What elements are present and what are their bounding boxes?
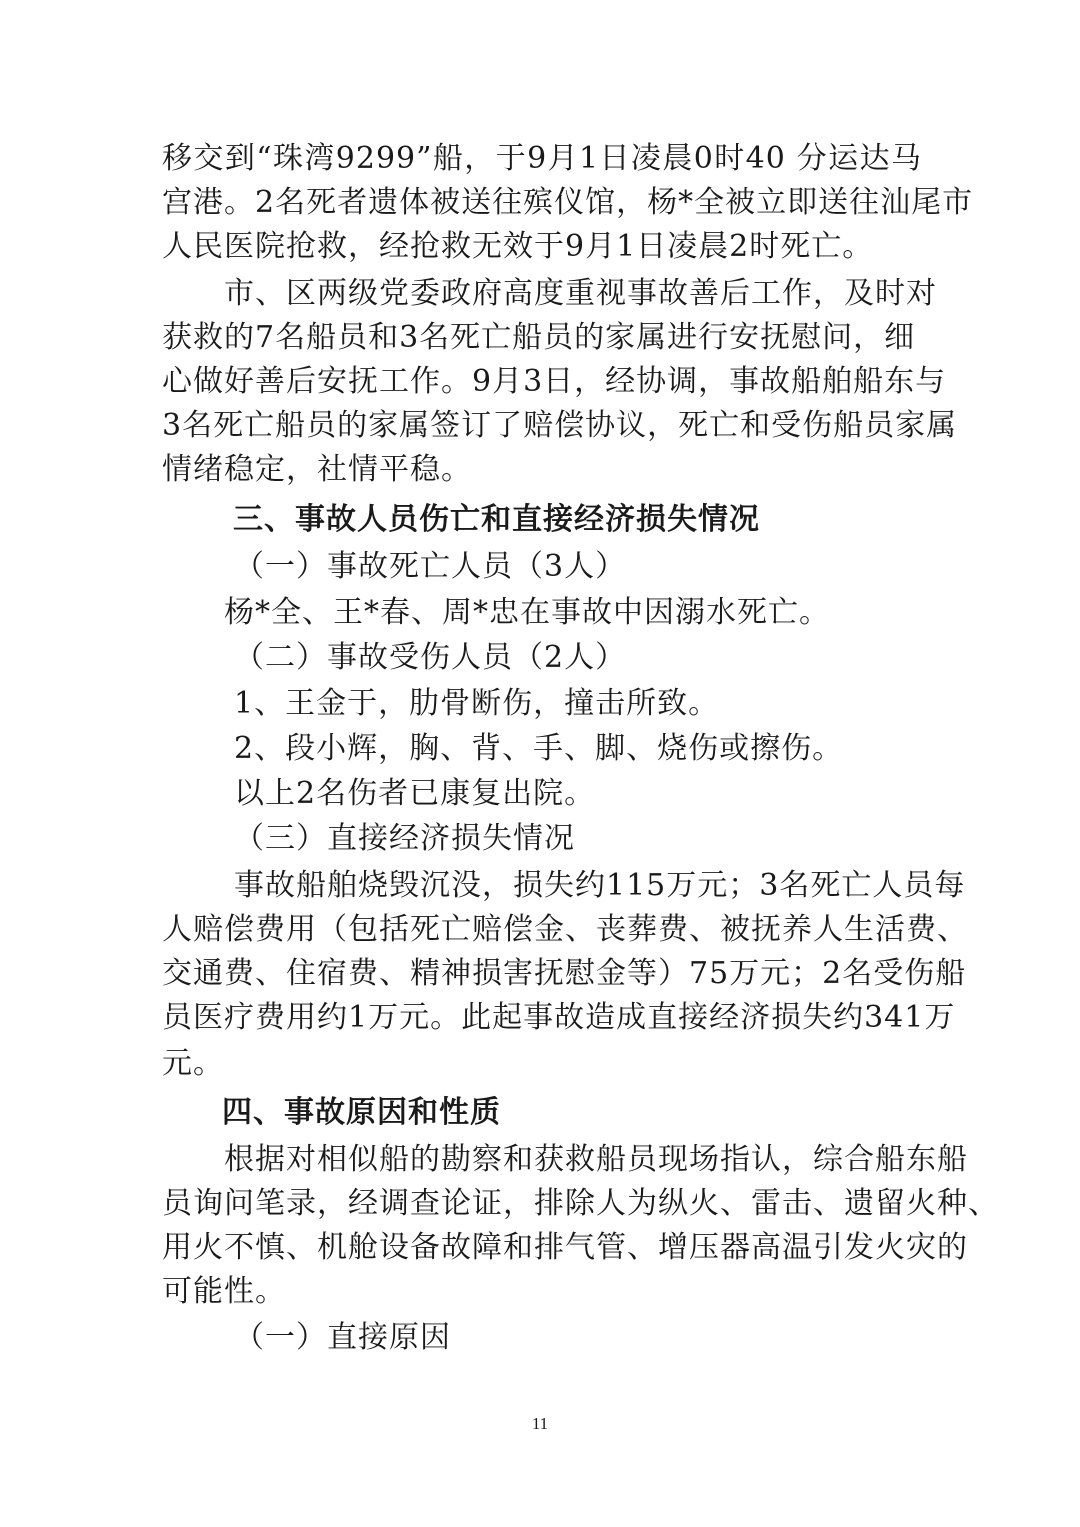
paragraph-line: 市、区两级党委政府高度重视事故善后工作，及时对 bbox=[224, 276, 937, 311]
subsection-heading: （三）直接经济损失情况 bbox=[234, 821, 575, 856]
paragraph-line: 情绪稳定，社情平稳。 bbox=[162, 452, 472, 487]
paragraph-line: 可能性。 bbox=[162, 1274, 286, 1309]
paragraph-line: 3名死亡船员的家属签订了赔偿协议，死亡和受伤船员家属 bbox=[162, 408, 958, 443]
paragraph-line: 员医疗费用约1万元。此起事故造成直接经济损失约341万 bbox=[162, 1000, 956, 1035]
paragraph-line: 宫港。2名死者遗体被送往殡仪馆，杨*全被立即送往汕尾市 bbox=[162, 185, 974, 220]
paragraph-line: 元。 bbox=[162, 1046, 224, 1081]
subsection-heading: （一）事故死亡人员（3人） bbox=[234, 549, 627, 584]
list-item: 2、段小辉，胸、背、手、脚、烧伤或擦伤。 bbox=[234, 731, 844, 766]
paragraph-line: 移交到“珠湾9299”船，于9月1日凌晨0时40 分运达马 bbox=[162, 141, 922, 176]
paragraph-line: 获救的7名船员和3名死亡船员的家属进行安抚慰问，细 bbox=[162, 320, 916, 355]
paragraph-line: 交通费、住宿费、精神损害抚慰金等）75万元；2名受伤船 bbox=[162, 956, 967, 991]
paragraph-line: 杨*全、王*春、周*忠在事故中因溺水死亡。 bbox=[224, 595, 830, 630]
paragraph-line: 以上2名伤者已康复出院。 bbox=[234, 776, 596, 811]
section-heading-4: 四、事故原因和性质 bbox=[222, 1095, 501, 1130]
paragraph-line: 事故船舶烧毁沉没，损失约115万元；3名死亡人员每 bbox=[234, 868, 966, 903]
paragraph-line: 根据对相似船的勘察和获救船员现场指认，综合船东船 bbox=[224, 1142, 968, 1177]
list-item: 1、王金于，肋骨断伤，撞击所致。 bbox=[234, 686, 720, 721]
subsection-heading: （二）事故受伤人员（2人） bbox=[234, 640, 627, 675]
page-number: 11 bbox=[531, 1414, 549, 1433]
paragraph-line: 员询问笔录，经调查论证，排除人为纵火、雷击、遗留火种、 bbox=[162, 1186, 999, 1221]
paragraph-line: 人赔偿费用（包括死亡赔偿金、丧葬费、被抚养人生活费、 bbox=[162, 912, 968, 947]
paragraph-line: 心做好善后安抚工作。9月3日，经协调，事故船舶船东与 bbox=[162, 364, 947, 399]
section-heading-3: 三、事故人员伤亡和直接经济损失情况 bbox=[233, 502, 760, 537]
paragraph-line: 人民医院抢救，经抢救无效于9月1日凌晨2时死亡。 bbox=[162, 229, 874, 264]
subsection-heading: （一）直接原因 bbox=[234, 1320, 451, 1355]
paragraph-line: 用火不慎、机舱设备故障和排气管、增压器高温引发火灾的 bbox=[162, 1230, 968, 1265]
